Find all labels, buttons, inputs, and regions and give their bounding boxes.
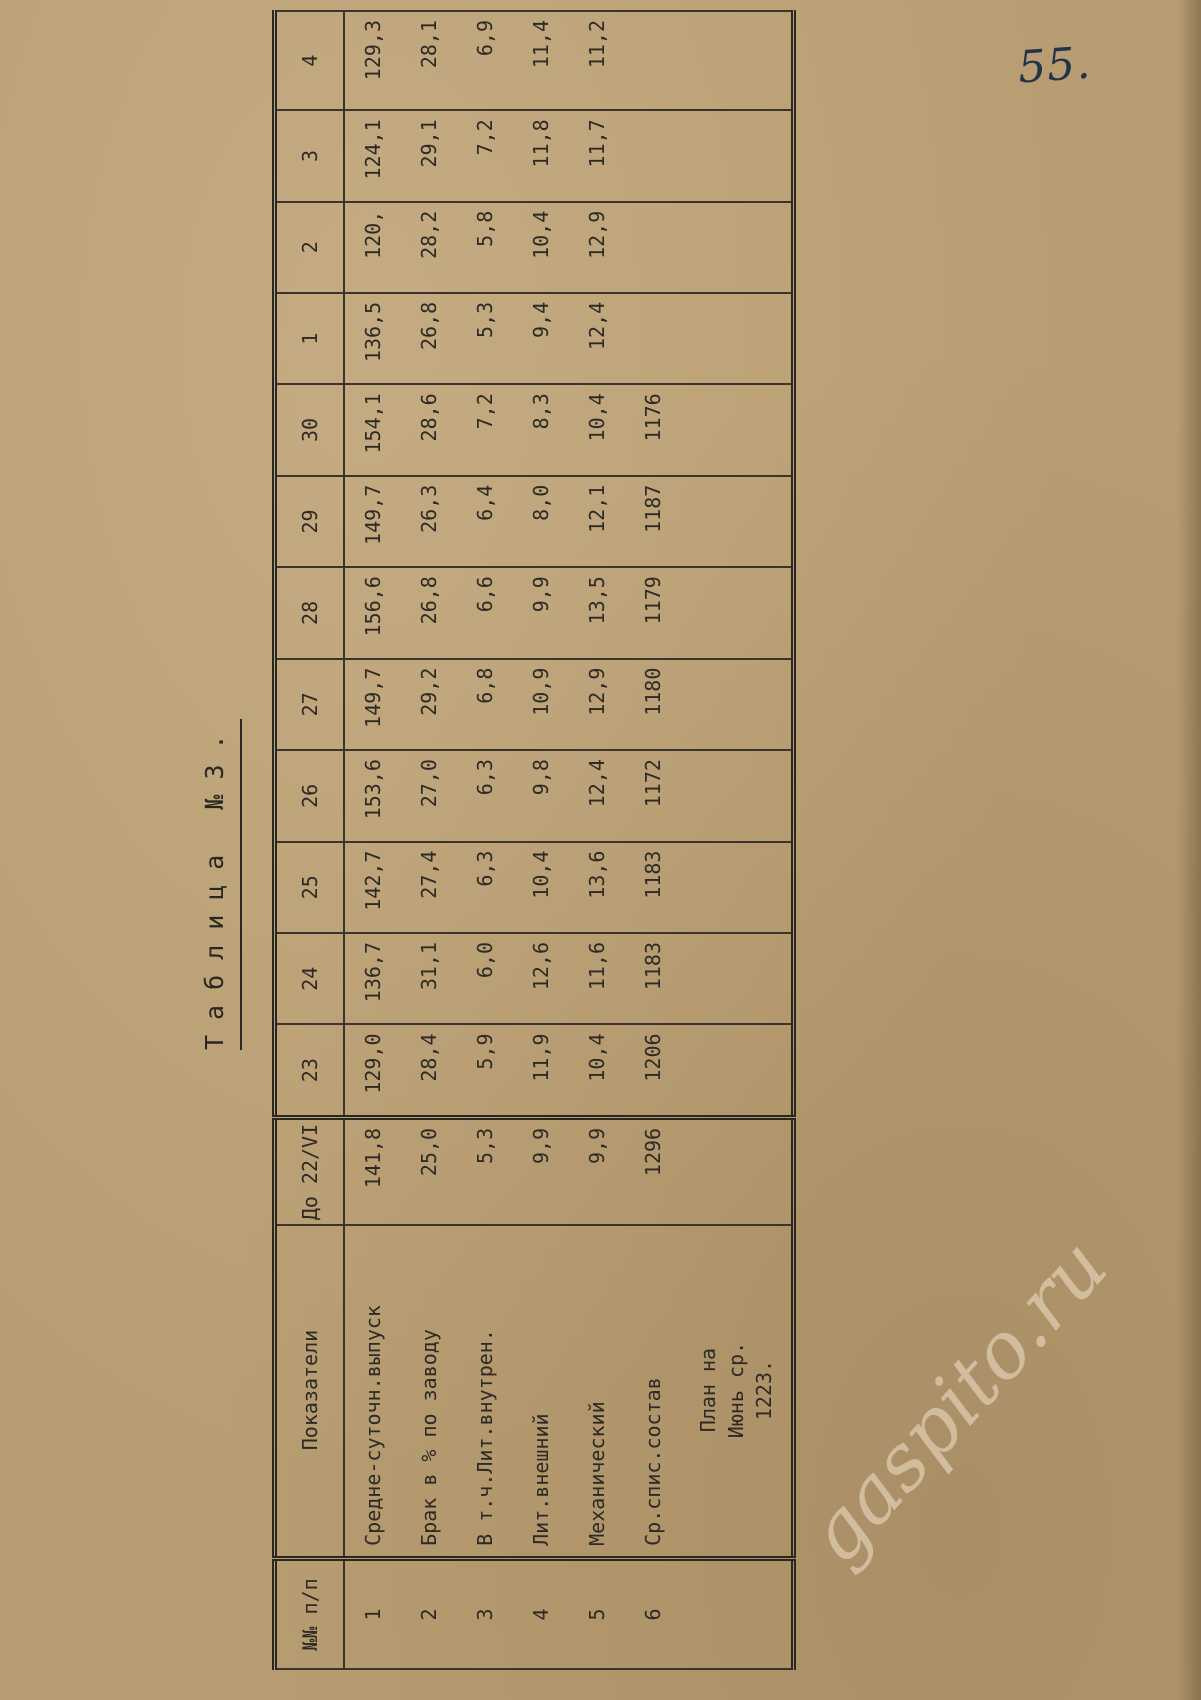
cell: 6,3 — [457, 842, 513, 933]
cell: 13,6 — [569, 842, 625, 933]
cell: 153,6 — [344, 750, 401, 841]
row-before: 1296 — [625, 1117, 681, 1225]
row-label: Лит.внешний — [513, 1225, 569, 1558]
cell: 6,9 — [457, 11, 513, 110]
cell: 28,4 — [401, 1024, 457, 1117]
cell: 29,2 — [401, 659, 457, 750]
row-before: 5,3 — [457, 1117, 513, 1225]
cell — [625, 202, 681, 293]
cell: 6,6 — [457, 567, 513, 658]
cell: 11,2 — [569, 11, 625, 110]
cell: 1206 — [625, 1024, 681, 1117]
row-num: 2 — [401, 1558, 457, 1669]
cell: 9,4 — [513, 293, 569, 384]
header-day: 1 — [275, 293, 345, 384]
cell: 10,4 — [513, 842, 569, 933]
cell: 6,3 — [457, 750, 513, 841]
cell: 156,6 — [344, 567, 401, 658]
table-title: Таблица №3. — [200, 719, 242, 1050]
cell: 7,2 — [457, 384, 513, 475]
cell: 8,3 — [513, 384, 569, 475]
cell: 12,9 — [569, 202, 625, 293]
plan-line: Июнь ср. — [724, 1341, 748, 1439]
cell: 12,4 — [569, 293, 625, 384]
cell: 12,4 — [569, 750, 625, 841]
cell: 5,3 — [457, 293, 513, 384]
cell: 154,1 — [344, 384, 401, 475]
cell: 6,4 — [457, 476, 513, 567]
cell: 120, — [344, 202, 401, 293]
plan-line: План на — [696, 1347, 720, 1433]
cell: 10,4 — [569, 384, 625, 475]
cell: 9,8 — [513, 750, 569, 841]
row-before: 9,9 — [569, 1117, 625, 1225]
row-num: 1 — [344, 1558, 401, 1669]
cell: 129,0 — [344, 1024, 401, 1117]
cell: 12,6 — [513, 933, 569, 1024]
cell: 1179 — [625, 567, 681, 658]
cell: 1176 — [625, 384, 681, 475]
header-day: 25 — [275, 842, 345, 933]
cell: 124,1 — [344, 110, 401, 201]
header-day: 28 — [275, 567, 345, 658]
cell: 26,3 — [401, 476, 457, 567]
header-indicators: Показатели — [275, 1225, 345, 1558]
header-before: До 22/VI — [275, 1117, 345, 1225]
header-day: 2 — [275, 202, 345, 293]
cell: 26,8 — [401, 293, 457, 384]
table-row — [401, 11, 457, 1669]
data-table — [272, 10, 796, 1670]
cell: 8,0 — [513, 476, 569, 567]
cell: 28,2 — [401, 202, 457, 293]
table-row — [457, 11, 513, 1669]
header-day: 27 — [275, 659, 345, 750]
cell: 28,1 — [401, 11, 457, 110]
cell: 5,8 — [457, 202, 513, 293]
cell: 27,0 — [401, 750, 457, 841]
cell: 142,7 — [344, 842, 401, 933]
page-number: 55. — [1016, 37, 1093, 94]
cell: 12,9 — [569, 659, 625, 750]
row-num: 4 — [513, 1558, 569, 1669]
row-label: Ср.спис.состав — [625, 1225, 681, 1558]
cell: 6,8 — [457, 659, 513, 750]
header-day: 24 — [275, 933, 345, 1024]
header-day: 23 — [275, 1024, 345, 1117]
row-before: 141,8 — [344, 1117, 401, 1225]
cell: 13,5 — [569, 567, 625, 658]
table-row — [569, 11, 625, 1669]
header-num: №№ п/п — [275, 1558, 345, 1669]
header-day: 29 — [275, 476, 345, 567]
watermark: gaspito.ru — [790, 1222, 1125, 1581]
row-before: 9,9 — [513, 1117, 569, 1225]
cell: 12,1 — [569, 476, 625, 567]
cell: 1187 — [625, 476, 681, 567]
cell: 129,3 — [344, 11, 401, 110]
cell: 1180 — [625, 659, 681, 750]
cell: 29,1 — [401, 110, 457, 201]
cell: 6,0 — [457, 933, 513, 1024]
cell: 31,1 — [401, 933, 457, 1024]
cell: 7,2 — [457, 110, 513, 201]
cell: 5,9 — [457, 1024, 513, 1117]
cell: 149,7 — [344, 659, 401, 750]
cell: 10,9 — [513, 659, 569, 750]
plan-line: 1223. — [752, 1359, 776, 1421]
header-row — [275, 11, 345, 1669]
cell: 10,4 — [569, 1024, 625, 1117]
table-row — [625, 11, 681, 1669]
rotated-document — [180, 10, 1200, 1690]
cell: 26,8 — [401, 567, 457, 658]
cell: 11,8 — [513, 110, 569, 201]
row-num: 6 — [625, 1558, 681, 1669]
header-day: 4 — [275, 11, 345, 110]
cell: 1172 — [625, 750, 681, 841]
row-label: В т.ч.Лит.внутрен. — [457, 1225, 513, 1558]
row-label: Брак в % по заводу — [401, 1225, 457, 1558]
header-day: 30 — [275, 384, 345, 475]
cell: 28,6 — [401, 384, 457, 475]
cell: 10,4 — [513, 202, 569, 293]
cell: 136,7 — [344, 933, 401, 1024]
cell: 1183 — [625, 933, 681, 1024]
plan-row — [681, 11, 794, 1669]
cell: 1183 — [625, 842, 681, 933]
cell: 11,7 — [569, 110, 625, 201]
table-row — [344, 11, 401, 1669]
row-before: 25,0 — [401, 1117, 457, 1225]
cell — [625, 110, 681, 201]
row-num: 5 — [569, 1558, 625, 1669]
cell: 27,4 — [401, 842, 457, 933]
header-day: 3 — [275, 110, 345, 201]
cell: 136,5 — [344, 293, 401, 384]
cell: 9,9 — [513, 567, 569, 658]
plan-note — [681, 1225, 794, 1558]
cell: 11,4 — [513, 11, 569, 110]
cell — [625, 11, 681, 110]
header-day: 26 — [275, 750, 345, 841]
table-row — [513, 11, 569, 1669]
cell — [625, 293, 681, 384]
cell: 149,7 — [344, 476, 401, 567]
row-label: Средне-суточн.выпуск — [344, 1225, 401, 1558]
row-label: Механический — [569, 1225, 625, 1558]
cell: 11,6 — [569, 933, 625, 1024]
cell: 11,9 — [513, 1024, 569, 1117]
row-num: 3 — [457, 1558, 513, 1669]
